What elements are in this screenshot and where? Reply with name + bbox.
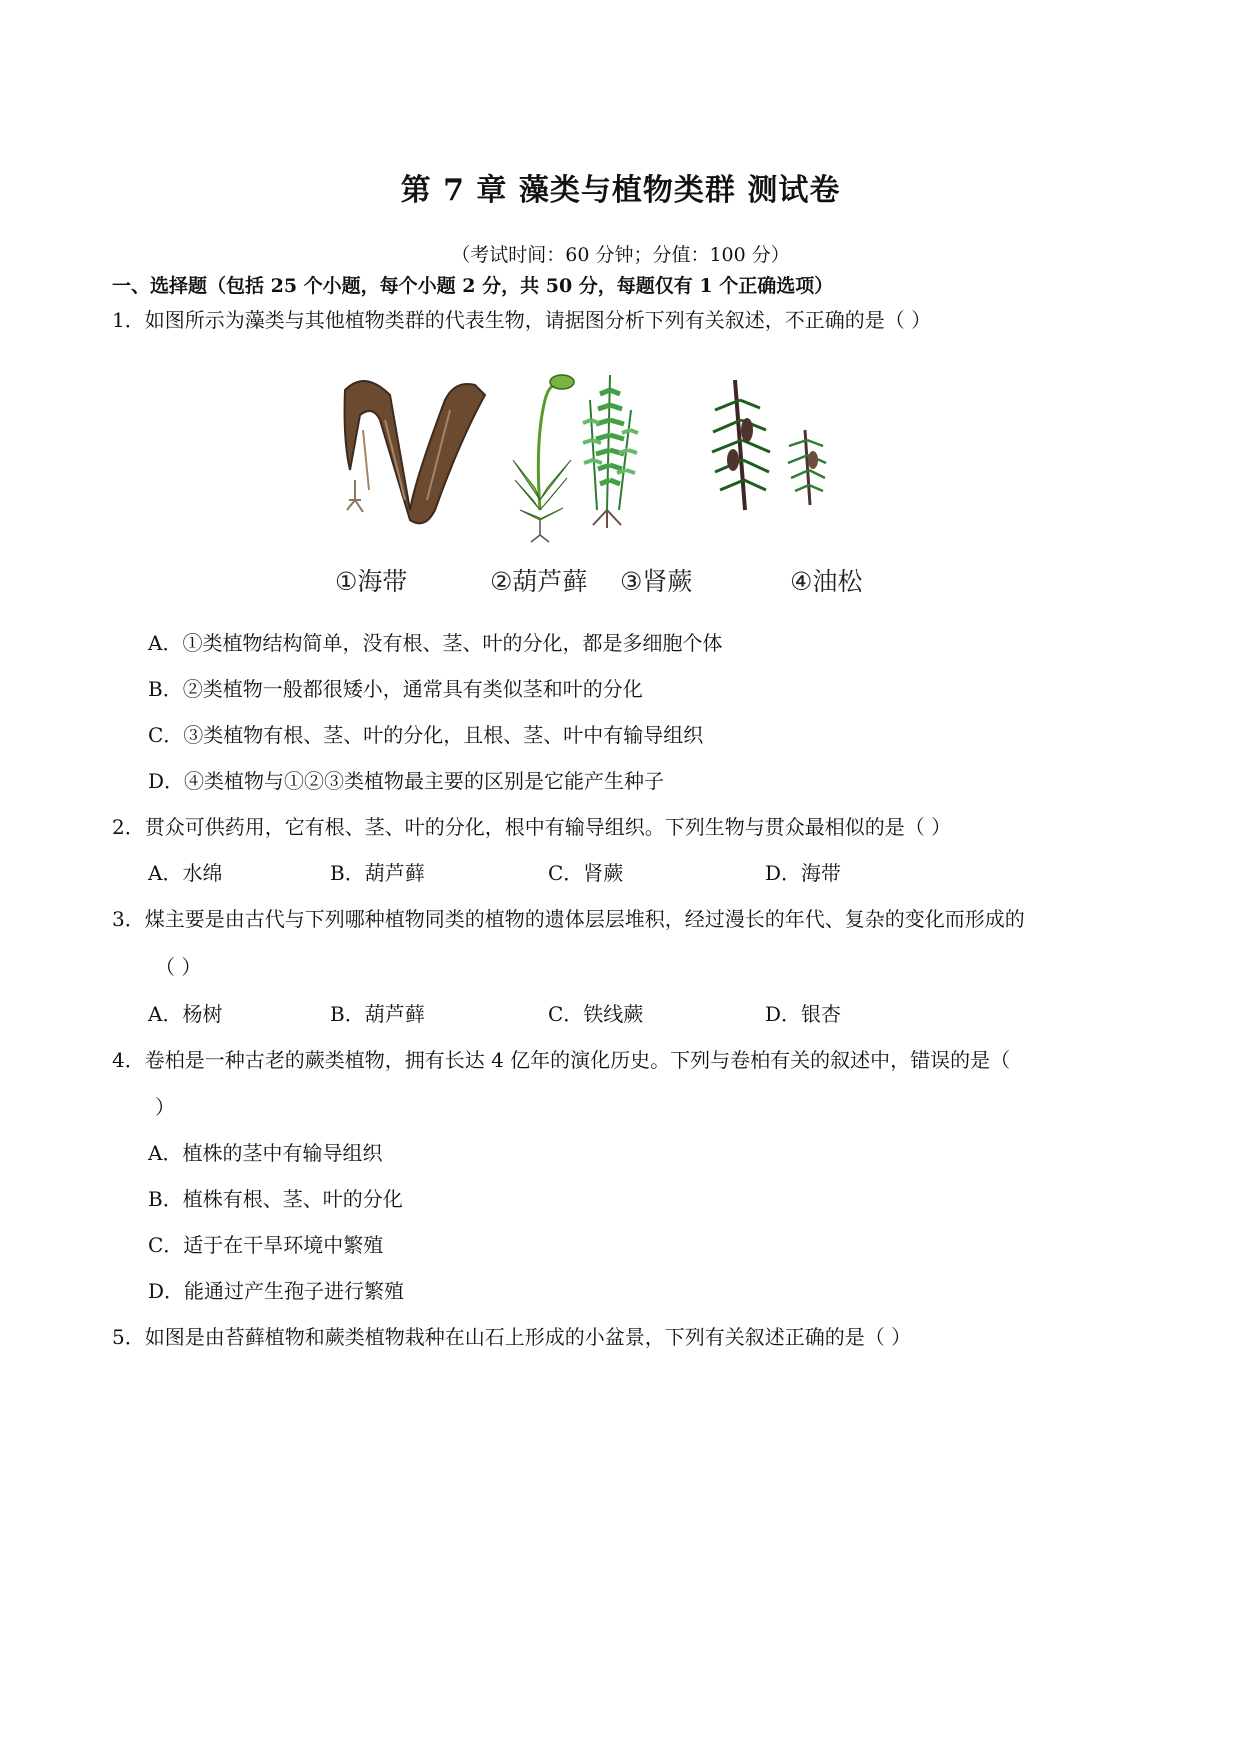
pine-illustration (712, 380, 826, 510)
question-1-option-b: B．②类植物一般都很矮小，通常具有类似茎和叶的分化 (148, 677, 643, 701)
question-4-stem-cont: ） (155, 1095, 175, 1119)
section-heading: 一、选择题（包括 25 个小题，每个小题 2 分，共 50 分，每题仅有 1 个正确选项） (112, 275, 834, 297)
question-1-option-a: A．①类植物结构简单，没有根、茎、叶的分化，都是多细胞个体 (148, 631, 723, 655)
question-2-option-b: B．葫芦藓 (330, 861, 425, 885)
question-4-stem: 4．卷柏是一种古老的蕨类植物，拥有长达 4 亿年的演化历史。下列与卷柏有关的叙述中，错误的是（ (112, 1048, 1011, 1072)
question-3-option-a: A．杨树 (148, 1002, 223, 1026)
kelp-illustration (345, 381, 485, 523)
question-2-option-c: C．肾蕨 (548, 861, 624, 885)
caption-pine: ④油松 (790, 567, 863, 596)
question-2-option-a: A．水绵 (148, 861, 223, 885)
question-3-option-d: D．银杏 (765, 1002, 842, 1026)
question-3-stem-cont: （ ） (155, 955, 202, 979)
question-5-stem: 5．如图是由苔藓植物和蕨类植物栽种在山石上形成的小盆景，下列有关叙述正确的是（ ） (112, 1325, 912, 1349)
fern-illustration (583, 375, 638, 528)
question-4-option-a: A．植株的茎中有输导组织 (148, 1141, 383, 1165)
question-4-option-c: C．适于在干旱环境中繁殖 (148, 1233, 384, 1257)
plant-figure (335, 360, 915, 600)
question-1-stem: 1．如图所示为藻类与其他植物类群的代表生物，请据图分析下列有关叙述，不正确的是（ ） (112, 308, 932, 332)
caption-fern: ③肾蕨 (620, 567, 693, 596)
moss-illustration (513, 375, 574, 542)
question-3-option-b: B．葫芦藓 (330, 1002, 425, 1026)
question-3-option-c: C．铁线蕨 (548, 1002, 644, 1026)
question-4-option-d: D．能通过产生孢子进行繁殖 (148, 1279, 405, 1303)
plant-illustration (335, 360, 915, 600)
question-3-stem: 3．煤主要是由古代与下列哪种植物同类的植物的遗体层层堆积，经过漫长的年代、复杂的变化而形成的 (112, 907, 1025, 931)
question-1-option-c: C．③类植物有根、茎、叶的分化，且根、茎、叶中有输导组织 (148, 723, 704, 747)
caption-kelp: ①海带 (335, 567, 408, 596)
page-title: 第 7 章 藻类与植物类群 测试卷 (400, 173, 841, 208)
question-1-option-d: D．④类植物与①②③类植物最主要的区别是它能产生种子 (148, 769, 665, 793)
exam-info: （考试时间：60 分钟；分值：100 分） (451, 244, 790, 266)
question-2-option-d: D．海带 (765, 861, 842, 885)
question-4-option-b: B．植株有根、茎、叶的分化 (148, 1187, 403, 1211)
question-2-stem: 2．贯众可供药用，它有根、茎、叶的分化，根中有输导组织。下列生物与贯众最相似的是（ ） (112, 815, 952, 839)
caption-moss: ②葫芦藓 (490, 567, 588, 596)
